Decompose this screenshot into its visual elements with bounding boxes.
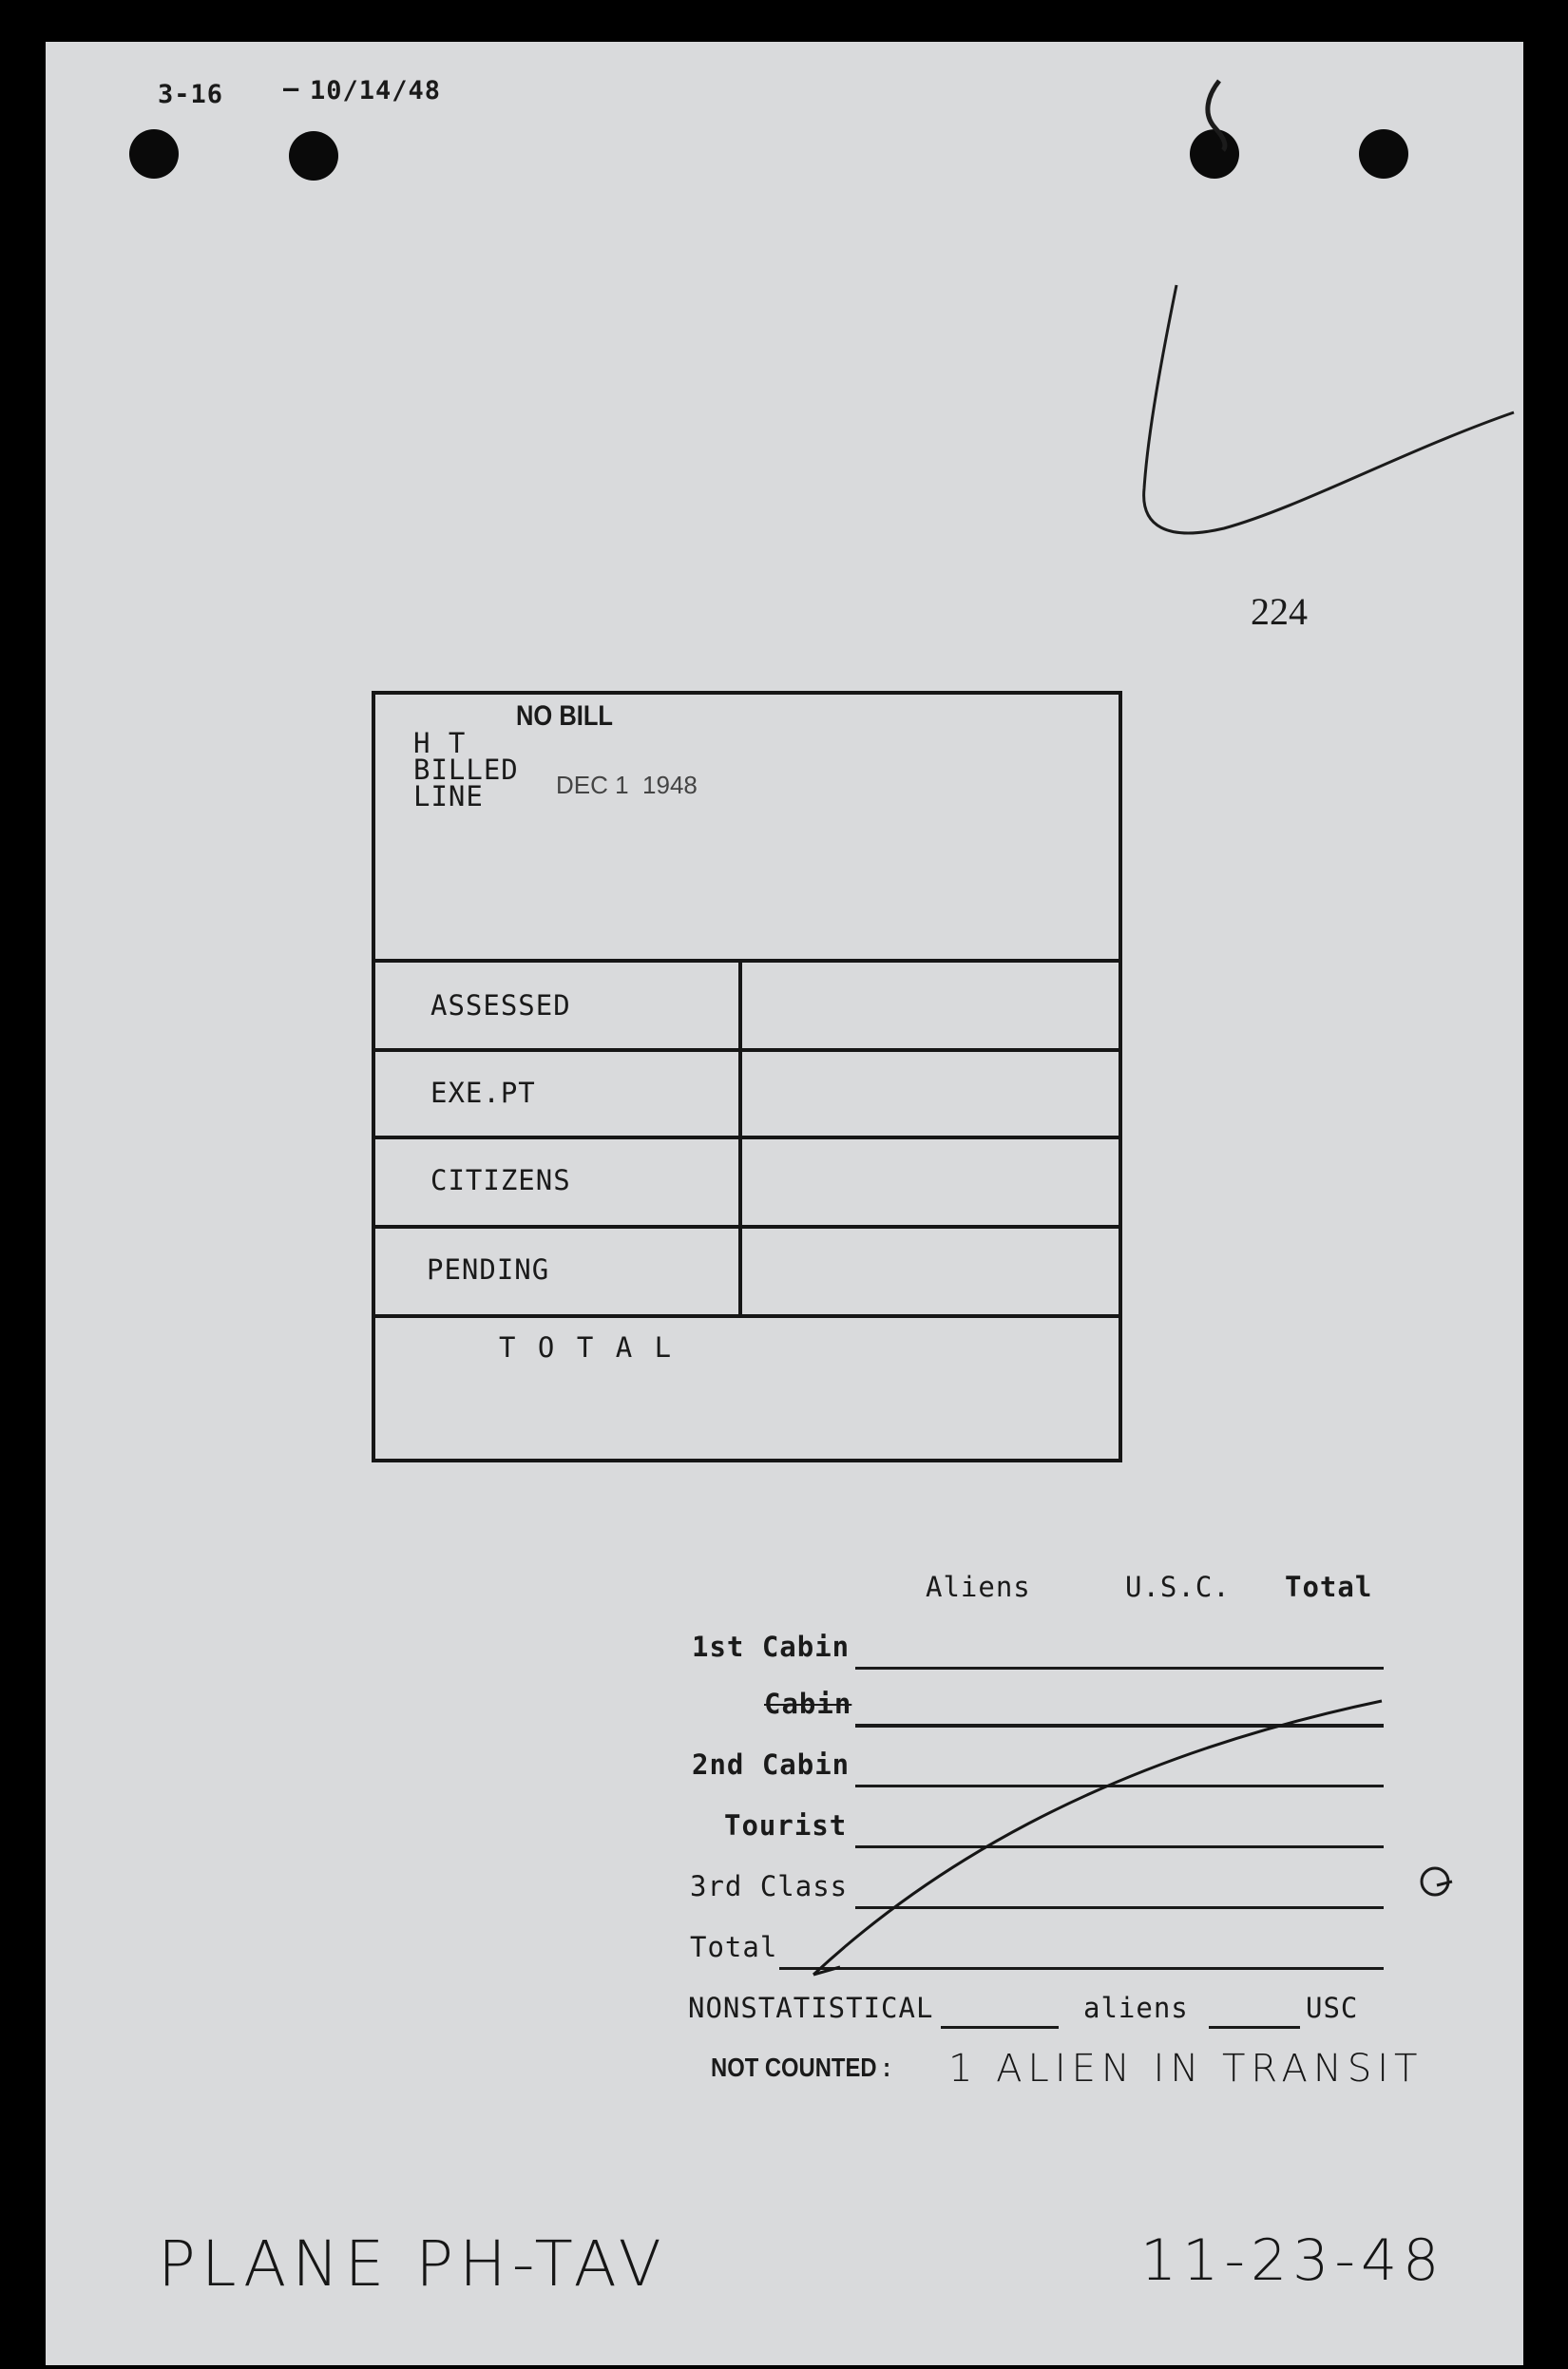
ht-label: H T <box>413 727 467 759</box>
no-bill-stamp: NO BILL <box>516 700 613 732</box>
date-stamp: DEC 1 1948 <box>556 771 698 799</box>
aliens-label: aliens <box>1083 1992 1189 2024</box>
check-mark <box>1072 279 1528 593</box>
row-1st-cabin: 1st Cabin <box>692 1631 851 1663</box>
total-label: T O T A L <box>499 1331 675 1364</box>
fill-line <box>1209 2026 1300 2029</box>
punch-hole <box>1359 129 1408 179</box>
handwritten-date: 11-23-48 <box>1140 2227 1445 2294</box>
punch-hole <box>289 131 338 181</box>
row-cabin: Cabin <box>764 1688 852 1720</box>
fill-line <box>855 1667 1384 1670</box>
pending-label: PENDING <box>427 1253 550 1286</box>
box-column-divider <box>738 959 742 1314</box>
row-3rd-class: 3rd Class <box>690 1870 849 1902</box>
row-tourist: Tourist <box>724 1809 848 1842</box>
form-number: 3-16 <box>158 80 224 109</box>
box-divider <box>375 1136 1119 1139</box>
page-number: 224 <box>1251 590 1308 633</box>
assessed-label: ASSESSED <box>430 989 571 1022</box>
usc-label: USC <box>1306 1992 1359 2024</box>
document-page <box>46 42 1523 2365</box>
form-date: 10/14/48 <box>310 76 442 105</box>
not-counted-value: 1 ALIEN IN TRANSIT <box>948 2047 1424 2091</box>
fill-line <box>941 2026 1059 2029</box>
not-counted-label: NOT COUNTED : <box>711 2053 891 2082</box>
handwritten-plane: PLANE PH-TAV <box>158 2227 667 2301</box>
citizens-label: CITIZENS <box>430 1164 571 1196</box>
nonstatistical-label: NONSTATISTICAL <box>688 1992 934 2024</box>
row-total: Total <box>690 1931 778 1963</box>
circle-mark <box>1410 1857 1477 1914</box>
exempt-label: EXE.PT <box>430 1077 536 1109</box>
box-divider <box>375 1314 1119 1318</box>
header-dash: – <box>283 74 300 104</box>
billing-stamp-box <box>372 691 1122 1462</box>
box-divider <box>375 1225 1119 1229</box>
row-2nd-cabin: 2nd Cabin <box>692 1748 851 1781</box>
column-aliens: Aliens <box>926 1571 1031 1603</box>
strike-line <box>806 1686 1433 1990</box>
box-divider <box>375 959 1119 963</box>
punch-hole <box>129 129 179 179</box>
billed-label: BILLED <box>413 754 519 786</box>
line-label: LINE <box>413 780 484 812</box>
column-total: Total <box>1285 1571 1373 1603</box>
box-divider <box>375 1048 1119 1052</box>
column-usc: U.S.C. <box>1125 1571 1231 1603</box>
pen-mark <box>1191 76 1276 152</box>
